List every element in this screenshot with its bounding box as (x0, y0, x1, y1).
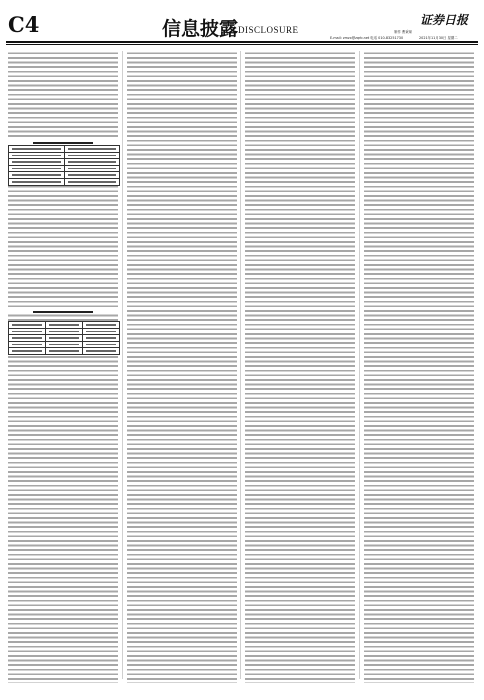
table-row (9, 172, 119, 179)
table-row (9, 342, 119, 349)
page-number: C4 (8, 12, 40, 37)
table-row (9, 329, 119, 336)
column-divider (240, 51, 241, 679)
table-row (9, 159, 119, 166)
date-line: 2021年11月30日 星期二 (419, 36, 458, 40)
masthead-rule-thick (6, 41, 478, 43)
table-row (9, 166, 119, 173)
editor-line: 制作 曹秉琛 (394, 30, 413, 34)
text-column-4 (364, 51, 474, 683)
contact-line: E-mail: zmzx@zqrb.net 电话 010-83251730 (330, 36, 404, 40)
column-3-text-lines (245, 51, 355, 683)
table-row (9, 348, 119, 354)
section-title-en: DISCLOSURE (238, 25, 299, 35)
table-row (9, 322, 119, 329)
table-row (9, 153, 119, 160)
column-divider (122, 51, 123, 679)
table-row (9, 146, 119, 153)
data-table-2 (8, 321, 120, 355)
section-title: 信息披露 (162, 18, 239, 40)
column-4-text-lines (364, 51, 474, 683)
column-2-text-lines (127, 51, 237, 683)
text-column-3 (245, 51, 355, 683)
table-2-heading (8, 309, 118, 314)
table-row (9, 179, 119, 185)
text-column-2 (127, 51, 237, 683)
newspaper-logo: 证券日报 (420, 13, 469, 27)
column-divider (359, 51, 360, 679)
masthead-rule-thin (6, 44, 478, 45)
data-table-1 (8, 145, 120, 186)
table-row (9, 335, 119, 342)
